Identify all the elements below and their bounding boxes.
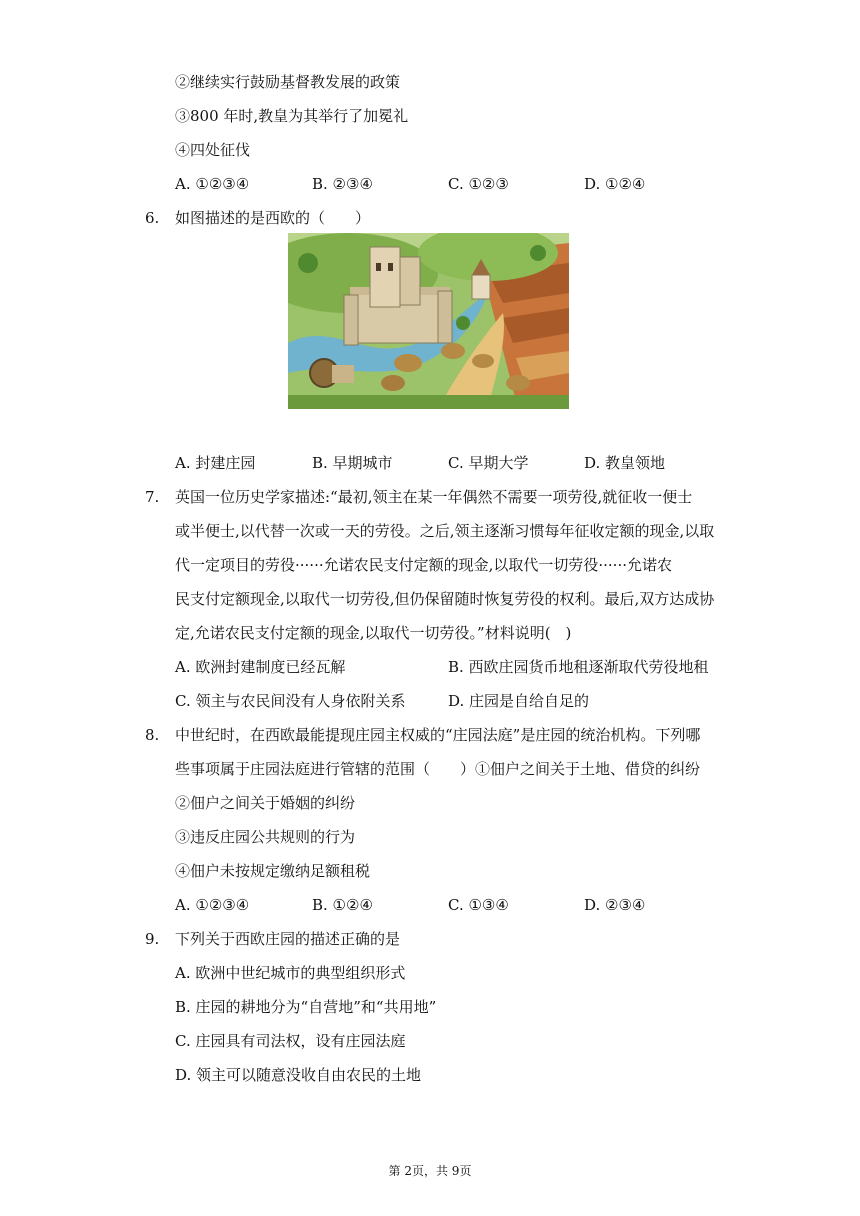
q6-option-b: B. 早期城市 [312,454,393,472]
q7-option-b: B. 西欧庄园货币地租逐渐取代劳役地租 [448,658,709,676]
q8-number: 8. [145,726,160,744]
q5-option-c: C. ①②③ [448,175,509,193]
q5-option-a: A. ①②③④ [175,175,250,193]
q6-stem: 如图描述的是西欧的（ ） [175,209,371,227]
q5-item-3: ③800 年时,教皇为其举行了加冕礼 [175,107,409,125]
q6-option-d: D. 教皇领地 [584,454,666,472]
q7-line-1: 英国一位历史学家描述:“最初,领主在某一年偶然不需要一项劳役,就征收一便士 [175,488,693,506]
q9-option-d: D. 领主可以随意没收自由农民的土地 [175,1066,422,1084]
q7-option-d: D. 庄园是自给自足的 [448,692,590,710]
q8-option-b: B. ①②④ [312,896,373,914]
q7-option-a: A. 欧洲封建制度已经瓦解 [175,658,346,676]
q7-line-2: 或半便士,以代替一次或一天的劳役。之后,领主逐渐习惯每年征收定额的现金,以取 [175,522,715,540]
q6-option-a: A. 封建庄园 [175,454,256,472]
page-footer: 第 2页，共 9页 [388,1164,472,1178]
q9-number: 9. [145,930,160,948]
q7-line-5: 定,允诺农民支付定额的现金,以取代一切劳役。”材料说明( ) [175,624,572,642]
q7-number: 7. [145,488,160,506]
q5-option-d: D. ①②④ [584,175,646,193]
q8-line-2: 些事项属于庄园法庭进行管辖的范围（ ）①佃户之间关于土地、借贷的纠纷 [175,760,701,778]
q9-stem: 下列关于西欧庄园的描述正确的是 [175,930,401,948]
q9-option-b: B. 庄园的耕地分为“自营地”和“共用地” [175,998,437,1016]
q8-item-4: ④佃户未按规定缴纳足额租税 [175,862,371,880]
manor-illustration [288,233,569,409]
q7-line-4: 民支付定额现金,以取代一切劳役,但仍保留随时恢复劳役的权利。最后,双方达成协 [175,590,715,608]
q8-option-c: C. ①③④ [448,896,509,914]
q9-option-c: C. 庄园具有司法权，设有庄园法庭 [175,1032,406,1050]
q5-item-2: ②继续实行鼓励基督教发展的政策 [175,73,401,91]
q7-line-3: 代一定项目的劳役······允诺农民支付定额的现金,以取代一切劳役······允诺农 [175,556,672,574]
q8-line-1: 中世纪时，在西欧最能提现庄园主权威的“庄园法庭”是庄园的统治机构。下列哪 [175,726,701,744]
q8-option-d: D. ②③④ [584,896,646,914]
q7-option-c: C. 领主与农民间没有人身依附关系 [175,692,406,710]
q6-option-c: C. 早期大学 [448,454,529,472]
q8-option-a: A. ①②③④ [175,896,250,914]
q8-item-3: ③违反庄园公共规则的行为 [175,828,356,846]
q5-item-4: ④四处征伐 [175,141,251,159]
q8-item-2: ②佃户之间关于婚姻的纠纷 [175,794,356,812]
q9-option-a: A. 欧洲中世纪城市的典型组织形式 [175,964,406,982]
q5-option-b: B. ②③④ [312,175,373,193]
manor-illustration-svg [288,233,569,409]
q6-number: 6. [145,209,160,227]
